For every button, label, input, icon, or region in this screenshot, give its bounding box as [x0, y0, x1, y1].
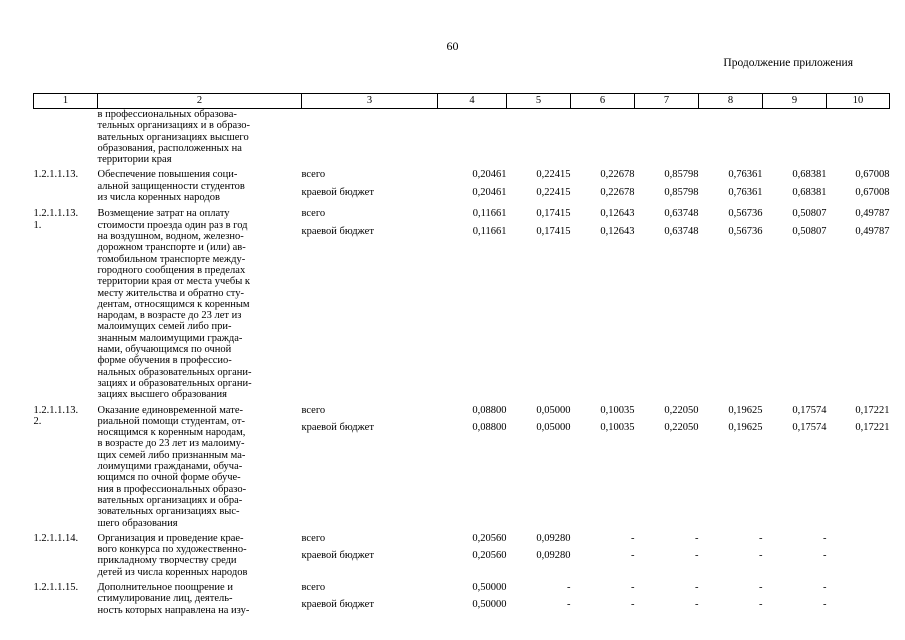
- row-code: 1.2.1.1.13. 2.: [33, 404, 79, 427]
- row-code: 1.2.1.1.14.: [33, 532, 79, 544]
- column-header: 8: [699, 94, 763, 109]
- continuation-label: Продолжение приложения: [723, 57, 853, 69]
- row-name: Дополнительное поощрение и стимулирование лиц, деятель- ность которых направлена на изу-: [97, 581, 250, 616]
- value-cell: 0,22678: [600, 169, 635, 181]
- table-row: [34, 208, 890, 400]
- value-cell: 0,08800: [472, 404, 507, 416]
- value-cell: 0,85798: [664, 169, 699, 181]
- value-cell: 0,22415: [536, 186, 571, 198]
- value-cell: [827, 582, 890, 600]
- source-total: всего: [301, 169, 326, 181]
- column-header: 3: [302, 94, 438, 109]
- source-regional-budget: краевой бюджет: [301, 186, 374, 198]
- value-cell: -: [823, 532, 827, 544]
- column-header: 5: [507, 94, 571, 109]
- value-cell: 0,50000: [472, 581, 507, 593]
- table-row: [34, 405, 890, 529]
- header-row: [34, 94, 890, 109]
- value-cell: 0,67008: [855, 186, 890, 198]
- value-cell: -: [695, 581, 699, 593]
- value-cell: 0,17574: [792, 422, 827, 434]
- column-header: 10: [827, 94, 890, 109]
- value-cell: 0,10035: [600, 404, 635, 416]
- value-cell: 0,12643: [600, 225, 635, 237]
- value-cell: 0,11661: [472, 208, 507, 220]
- value-cell: [827, 599, 890, 617]
- value-cell: 0,11661: [472, 225, 507, 237]
- continuation-text: в профессиональных образова- тельных организациях и в образо- вательных организациях высшего образования, расположенных на территории края: [97, 109, 250, 166]
- value-cell: 0,17221: [855, 404, 890, 416]
- value-cell: 0,49787: [855, 208, 890, 220]
- value-cell: 0,50807: [792, 208, 827, 220]
- value-cell: 0,20461: [472, 186, 507, 198]
- value-cell: 0,63748: [664, 225, 699, 237]
- value-cell: -: [631, 532, 635, 544]
- row-name: Обеспечение повышения соци- альной защищенности студентов из числа коренных народов: [97, 169, 245, 204]
- source-total: всего: [301, 581, 326, 593]
- value-cell: 0,17415: [536, 208, 571, 220]
- value-cell: 0,22050: [664, 404, 699, 416]
- column-header: 6: [571, 94, 635, 109]
- budget-table: [33, 93, 890, 621]
- table-row: [34, 169, 890, 204]
- value-cell: 0,63748: [664, 208, 699, 220]
- value-cell: 0,19625: [728, 422, 763, 434]
- source-regional-budget: краевой бюджет: [301, 422, 374, 434]
- value-cell: 0,76361: [728, 186, 763, 198]
- value-cell: 0,22415: [536, 169, 571, 181]
- value-cell: -: [759, 599, 763, 611]
- value-cell: 0,56736: [728, 225, 763, 237]
- value-cell: 0,19625: [728, 404, 763, 416]
- source-regional-budget: краевой бюджет: [301, 599, 374, 611]
- value-cell: 0,05000: [536, 422, 571, 434]
- row-code: 1.2.1.1.15.: [33, 581, 79, 593]
- value-cell: -: [695, 599, 699, 611]
- source-total: всего: [301, 404, 326, 416]
- row-name: Организация и проведение крае- вого конкурса по художественно- прикладному творчеству среди детей из числа коренных народов: [97, 532, 248, 578]
- column-header: 9: [763, 94, 827, 109]
- value-cell: 0,20461: [472, 169, 507, 181]
- value-cell: -: [695, 550, 699, 562]
- value-cell: -: [823, 581, 827, 593]
- value-cell: -: [631, 581, 635, 593]
- value-cell: 0,12643: [600, 208, 635, 220]
- source-total: всего: [301, 208, 326, 220]
- value-cell: 0,10035: [600, 422, 635, 434]
- column-header: 7: [635, 94, 699, 109]
- column-header: 2: [98, 94, 302, 109]
- value-cell: -: [759, 532, 763, 544]
- value-cell: 0,17415: [536, 225, 571, 237]
- value-cell: 0,49787: [855, 225, 890, 237]
- value-cell: -: [823, 550, 827, 562]
- row-name: Возмещение затрат на оплату стоимости проезда один раз в год на воздушном, водном, железно- дорожном транспорте и (или) ав- томобильном транспорте между- городного сообщения в пределах территории края от места учебы к месту жительства и обратно сту- дентам, относящимся к коренным народам, в возрасте до 23 лет из малоимущих семей либо при- знанным малоимущими гражда- нами, обучающимся по очной форме обучения в профессио- нальных образовательных органи- зациях и образовательных органи- зациях высшего образования: [97, 208, 252, 401]
- value-cell: -: [695, 532, 699, 544]
- column-header: 4: [438, 94, 507, 109]
- value-cell: 0,85798: [664, 186, 699, 198]
- value-cell: -: [631, 599, 635, 611]
- value-cell: -: [759, 581, 763, 593]
- value-cell: 0,20560: [472, 532, 507, 544]
- row-name: Оказание единовременной мате- риальной помощи студентам, от- носящимся к коренным народам, в возрасте до 23 лет из малоиму- щих семей либо признанным ма- лоимущими гражданами, обуча- ющимся по очной форме обуче- ния в профессиональных образо- вательных организациях и обра- зовательных организациях выс- шего образования: [97, 404, 247, 529]
- continuation-row: [34, 109, 890, 166]
- value-cell: 0,09280: [536, 550, 571, 562]
- value-cell: 0,68381: [792, 169, 827, 181]
- column-header: 1: [34, 94, 98, 109]
- value-cell: 0,50807: [792, 225, 827, 237]
- value-cell: -: [631, 550, 635, 562]
- value-cell: -: [759, 550, 763, 562]
- value-cell: 0,17221: [855, 422, 890, 434]
- value-cell: 0,67008: [855, 169, 890, 181]
- value-cell: 0,05000: [536, 404, 571, 416]
- value-cell: 0,76361: [728, 169, 763, 181]
- row-code: 1.2.1.1.13. 1.: [33, 208, 79, 231]
- source-total: всего: [301, 532, 326, 544]
- source-regional-budget: краевой бюджет: [301, 225, 374, 237]
- value-cell: 0,09280: [536, 532, 571, 544]
- value-cell: 0,17574: [792, 404, 827, 416]
- value-cell: 0,08800: [472, 422, 507, 434]
- value-cell: 0,20560: [472, 550, 507, 562]
- value-cell: 0,22050: [664, 422, 699, 434]
- value-cell: [827, 533, 890, 551]
- table-row: [34, 582, 890, 617]
- row-code: 1.2.1.1.13.: [33, 169, 79, 181]
- source-regional-budget: краевой бюджет: [301, 550, 374, 562]
- value-cell: [827, 550, 890, 568]
- table-row: [34, 533, 890, 578]
- value-cell: -: [567, 599, 571, 611]
- value-cell: 0,68381: [792, 186, 827, 198]
- value-cell: -: [567, 581, 571, 593]
- value-cell: 0,22678: [600, 186, 635, 198]
- value-cell: 0,50000: [472, 599, 507, 611]
- page-number: 60: [446, 39, 459, 53]
- value-cell: 0,56736: [728, 208, 763, 220]
- value-cell: -: [823, 599, 827, 611]
